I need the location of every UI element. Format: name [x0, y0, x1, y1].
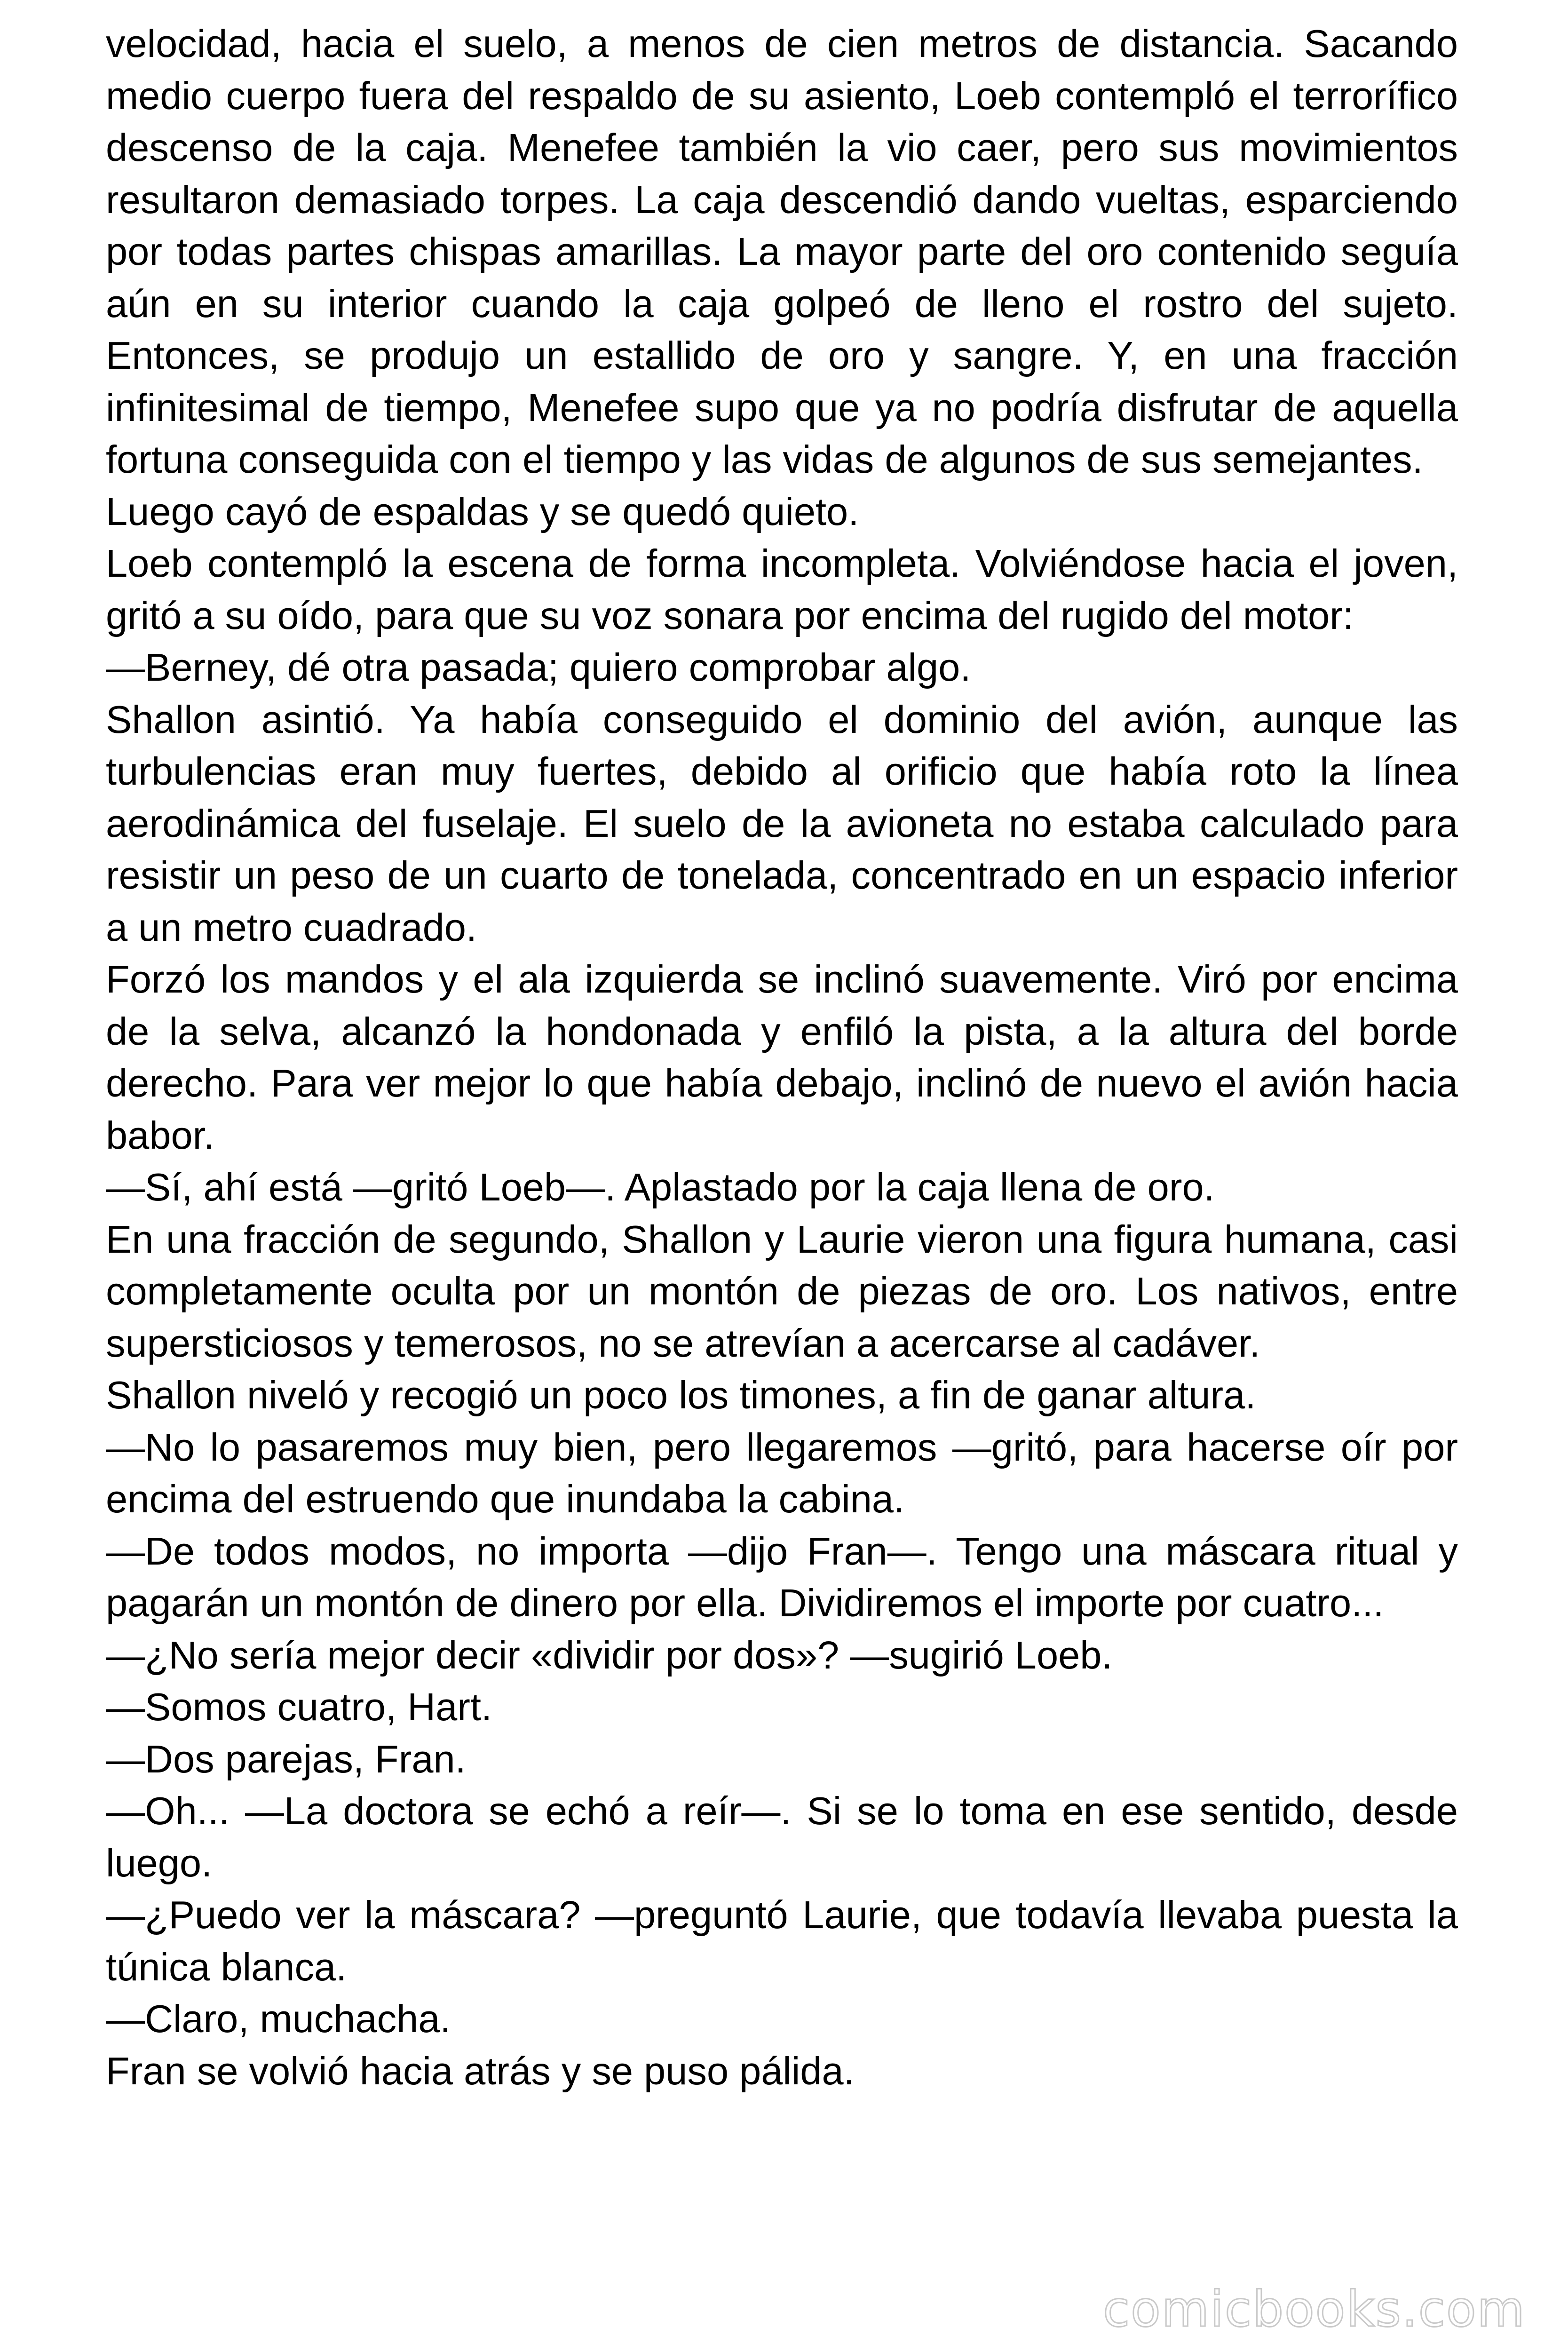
paragraph: velocidad, hacia el suelo, a menos de cien metros de distancia. Sacando medio cuerpo fuera del respaldo de su asiento, Loeb contempló el terrorífico descenso de la caja. Menefee también la vio caer, pero sus movimientos resultaron demasiado torpes. La caja descendió dando vueltas, esparciendo por todas partes chispas amarillas. La mayor parte del oro contenido seguía aún en su interior cuando la caja golpeó de lleno el rostro del sujeto. Entonces, se produjo un estallido de oro y sangre. Y, en una fracción infinitesimal de tiempo, Menefee supo que ya no podría disfrutar de aquella fortuna conseguida con el tiempo y las vidas de algunos de sus semejantes. — [106, 22, 1458, 481]
paragraph: —No lo pasaremos muy bien, pero llegaremos —gritó, para hacerse oír por encima del estruendo que inundaba la cabina. — [106, 1425, 1458, 1521]
paragraph: Loeb contempló la escena de forma incompleta. Volviéndose hacia el joven, gritó a su oído, para que su voz sonara por encima del rugido del motor: — [106, 541, 1458, 637]
paragraph: —Somos cuatro, Hart. — [106, 1685, 492, 1729]
paragraph: Fran se volvió hacia atrás y se puso pálida. — [106, 2049, 855, 2093]
paragraph: Shallon niveló y recogió un poco los timones, a fin de ganar altura. — [106, 1373, 1256, 1417]
paragraph: —Dos parejas, Fran. — [106, 1737, 466, 1781]
watermark: comicbooks.com — [1102, 2280, 1526, 2338]
paragraph: En una fracción de segundo, Shallon y Laurie vieron una figura humana, casi completamente oculta por un montón de piezas de oro. Los nativos, entre supersticiosos y temerosos, no se atrevían a acercarse al cadáver. — [106, 1217, 1458, 1365]
paragraph: —Sí, ahí está —gritó Loeb—. Aplastado por la caja llena de oro. — [106, 1165, 1215, 1209]
paragraph: —Oh... —La doctora se echó a reír—. Si se lo toma en ese sentido, desde luego. — [106, 1789, 1458, 1885]
paragraph: —¿Puedo ver la máscara? —preguntó Laurie, que todavía llevaba puesta la túnica blanca. — [106, 1893, 1458, 1989]
page-body-text — [106, 18, 1458, 2097]
paragraph: Luego cayó de espaldas y se quedó quieto. — [106, 489, 859, 533]
paragraph: —Berney, dé otra pasada; quiero comprobar algo. — [106, 645, 971, 689]
paragraph: —De todos modos, no importa —dijo Fran—. Tengo una máscara ritual y pagarán un montón de dinero por ella. Dividiremos el importe por cuatro... — [106, 1529, 1458, 1625]
paragraph: Shallon asintió. Ya había conseguido el dominio del avión, aunque las turbulencias eran muy fuertes, debido al orificio que había roto la línea aerodinámica del fuselaje. El suelo de la avioneta no estaba calculado para resistir un peso de un cuarto de tonelada, concentrado en un espacio inferior a un metro cuadrado. — [106, 697, 1458, 949]
paragraph: —¿No sería mejor decir «dividir por dos»? —sugirió Loeb. — [106, 1633, 1113, 1677]
paragraph: —Claro, muchacha. — [106, 1997, 451, 2041]
paragraph: Forzó los mandos y el ala izquierda se inclinó suavemente. Viró por encima de la selva, alcanzó la hondonada y enfiló la pista, a la altura del borde derecho. Para ver mejor lo que había debajo, inclinó de nuevo el avión hacia babor. — [106, 957, 1458, 1157]
